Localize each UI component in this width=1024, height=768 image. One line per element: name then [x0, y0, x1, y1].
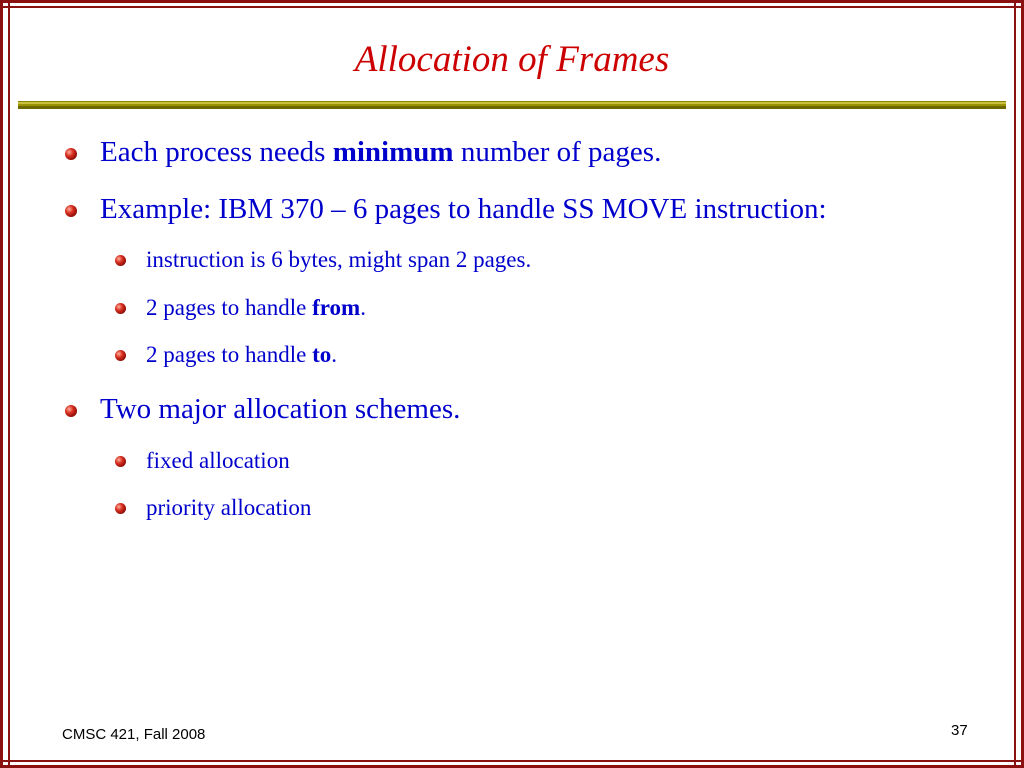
bullet-text-pre: 2 pages to handle: [146, 342, 313, 367]
slide-number: 37: [951, 722, 968, 739]
slide-frame-left: [0, 0, 12, 768]
red-sphere-bullet-icon: [115, 303, 126, 314]
bullet-text-post: .: [331, 342, 337, 367]
slide-frame-top: [0, 0, 1024, 8]
red-sphere-bullet-icon: [115, 350, 126, 361]
slide-title: Allocation of Frames: [354, 39, 670, 80]
red-sphere-bullet-icon: [115, 503, 126, 514]
bullet-text: Example: IBM 370 – 6 pages to handle SS MOVE instruction:: [100, 193, 827, 225]
red-sphere-bullet-icon: [65, 205, 77, 217]
slide-frame-right: [1012, 0, 1024, 768]
red-sphere-bullet-icon: [115, 255, 126, 266]
bullet-text-pre: 2 pages to handle: [146, 295, 313, 320]
bullet-text-post: .: [360, 295, 366, 320]
bullet-text-post: number of pages.: [453, 136, 662, 168]
bullet-text-bold: from: [312, 295, 361, 320]
bullet-item-minimum-pages: [100, 136, 661, 169]
bullet-item-allocation-schemes: [100, 393, 460, 426]
sub-bullet-item-fixed-allocation: [146, 448, 290, 474]
red-sphere-bullet-icon: [115, 456, 126, 467]
sub-bullet-item-from: [146, 295, 366, 321]
bullet-text: Two major allocation schemes.: [100, 393, 461, 425]
sub-bullet-item-instruction-size: [146, 247, 531, 273]
bullet-item-ibm-example: [100, 193, 827, 226]
red-sphere-bullet-icon: [65, 148, 77, 160]
bullet-text: instruction is 6 bytes, might span 2 pages.: [146, 247, 532, 272]
slide-frame-bottom: [0, 760, 1024, 768]
title-divider: [18, 101, 1006, 109]
bullet-text: priority allocation: [146, 495, 312, 520]
bullet-text-bold: to: [312, 342, 332, 367]
bullet-text: fixed allocation: [146, 448, 290, 473]
sub-bullet-item-to: [146, 342, 337, 368]
sub-bullet-item-priority-allocation: [146, 495, 311, 521]
footer-course: CMSC 421, Fall 2008: [62, 726, 206, 743]
bullet-text-pre: Each process needs: [100, 136, 333, 168]
bullet-text-bold: minimum: [332, 136, 454, 168]
red-sphere-bullet-icon: [65, 405, 77, 417]
